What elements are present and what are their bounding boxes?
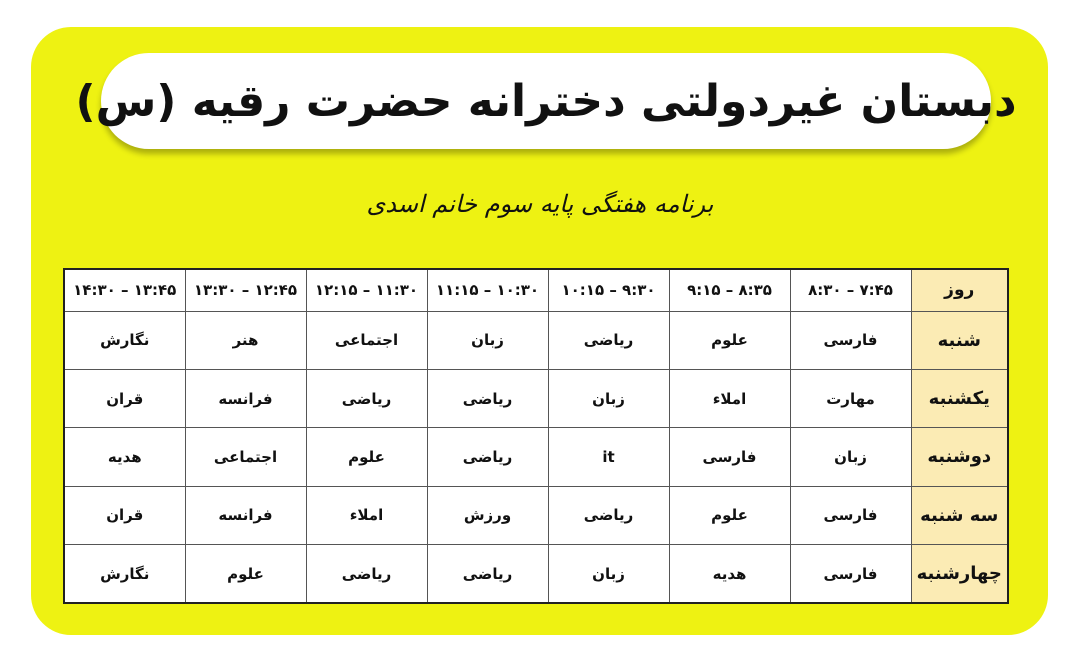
lesson-cell: ریاضی (548, 311, 669, 369)
header-row (64, 269, 1008, 311)
title-banner (75, 53, 1017, 149)
lesson-cell: نگارش (64, 311, 185, 369)
lesson-cell: ریاضی (427, 545, 548, 603)
lesson-cell: قران (64, 486, 185, 544)
lesson-cell: زبان (548, 545, 669, 603)
period-header-2: ۹:۱۵ – ۸:۳۵ (669, 269, 790, 311)
lesson-cell: املاء (306, 486, 427, 544)
day-header-cell: روز (911, 269, 1008, 311)
table-row-saturday (64, 311, 1008, 369)
lesson-cell: هدیه (64, 428, 185, 486)
lesson-cell: زبان (790, 428, 911, 486)
lesson-cell: زبان (427, 311, 548, 369)
period-header-3: ۱۰:۱۵ – ۹:۳۰ (548, 269, 669, 311)
day-cell: شنبه (911, 311, 1008, 369)
lesson-cell: فارسی (669, 428, 790, 486)
lesson-cell: نگارش (64, 545, 185, 603)
lesson-cell: ریاضی (306, 545, 427, 603)
day-cell: سه شنبه (911, 486, 1008, 544)
lesson-cell: مهارت (790, 369, 911, 427)
lesson-cell: علوم (306, 428, 427, 486)
lesson-cell: املاء (669, 369, 790, 427)
period-header-1: ۸:۳۰ – ۷:۴۵ (790, 269, 911, 311)
lesson-cell: it (548, 428, 669, 486)
school-title: دبستان غیردولتی دخترانه حضرت رقیه (س) (75, 75, 1017, 127)
weekly-timetable (63, 268, 1009, 604)
lesson-cell: اجتماعی (306, 311, 427, 369)
lesson-cell: ریاضی (427, 428, 548, 486)
table-row-sunday (64, 369, 1008, 427)
period-header-6: ۱۳:۳۰ – ۱۲:۴۵ (185, 269, 306, 311)
lesson-cell: ورزش (427, 486, 548, 544)
lesson-cell: ریاضی (427, 369, 548, 427)
lesson-cell: ریاضی (548, 486, 669, 544)
schedule-subtitle: برنامه هفتگی پایه سوم خانم اسدی (366, 190, 714, 218)
lesson-cell: فارسی (790, 545, 911, 603)
day-cell: دوشنبه (911, 428, 1008, 486)
lesson-cell: علوم (185, 545, 306, 603)
table-row-tuesday (64, 486, 1008, 544)
lesson-cell: علوم (669, 486, 790, 544)
table-row-wednesday (64, 545, 1008, 603)
lesson-cell: علوم (669, 311, 790, 369)
day-cell: چهارشنبه (911, 545, 1008, 603)
lesson-cell: اجتماعی (185, 428, 306, 486)
period-header-5: ۱۲:۱۵ – ۱۱:۳۰ (306, 269, 427, 311)
lesson-cell: هنر (185, 311, 306, 369)
lesson-cell: ریاضی (306, 369, 427, 427)
lesson-cell: فرانسه (185, 486, 306, 544)
lesson-cell: هدیه (669, 545, 790, 603)
lesson-cell: قران (64, 369, 185, 427)
period-header-4: ۱۱:۱۵ – ۱۰:۳۰ (427, 269, 548, 311)
day-cell: یکشنبه (911, 369, 1008, 427)
lesson-cell: زبان (548, 369, 669, 427)
table-row-monday (64, 428, 1008, 486)
lesson-cell: فارسی (790, 311, 911, 369)
lesson-cell: فارسی (790, 486, 911, 544)
period-header-7: ۱۴:۳۰ – ۱۳:۴۵ (64, 269, 185, 311)
lesson-cell: فرانسه (185, 369, 306, 427)
